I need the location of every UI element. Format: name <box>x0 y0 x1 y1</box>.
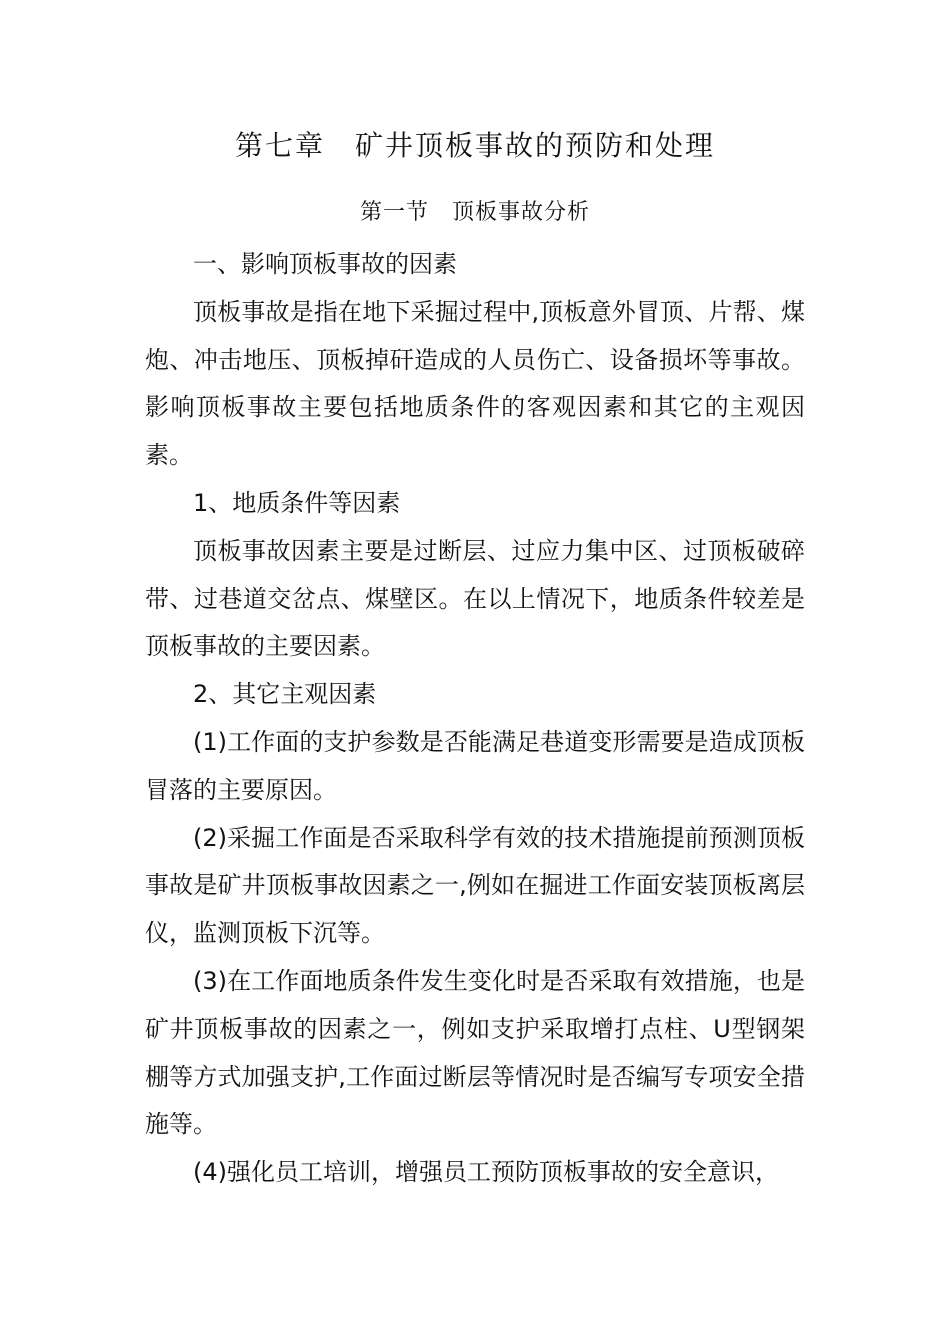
paragraph-geology: 顶板事故因素主要是过断层、过应力集中区、过顶板破碎带、过巷道交岔点、煤壁区。在以上情况下，地质条件较差是顶板事故的主要因素。 <box>145 536 805 661</box>
heading-subjective: 2、其它主观因素 <box>193 680 377 709</box>
chapter-title: 第七章 矿井顶板事故的预防和处理 <box>234 129 715 162</box>
heading-geology: 1、地质条件等因素 <box>193 488 401 517</box>
list-item-1: (1)工作面的支护参数是否能满足巷道变形需要是造成顶板冒落的主要原因。 <box>145 727 805 804</box>
list-item-3: (3)在工作面地质条件发生变化时是否采取有效措施，也是矿井顶板事故的因素之一，例如支护采取增打点柱、U型钢架棚等方式加强支护,工作面过断层等情况时是否编写专项安全措施等。 <box>145 966 805 1139</box>
list-item-4: (4)强化员工培训，增强员工预防顶板事故的安全意识， <box>193 1158 779 1187</box>
document-body <box>145 241 805 1197</box>
heading-factors: 一、影响顶板事故的因素 <box>193 250 457 278</box>
section-title: 第一节 顶板事故分析 <box>359 200 590 225</box>
list-item-2: (2)采掘工作面是否采取科学有效的技术措施提前预测顶板事故是矿井顶板事故因素之一,例如在掘进工作面安装顶板离层仪，监测顶板下沉等。 <box>145 823 805 948</box>
paragraph-definition: 顶板事故是指在地下采掘过程中,顶板意外冒顶、片帮、煤炮、冲击地压、顶板掉矸造成的人员伤亡、设备损坏等事故。影响顶板事故主要包括地质条件的客观因素和其它的主观因素。 <box>145 297 805 470</box>
